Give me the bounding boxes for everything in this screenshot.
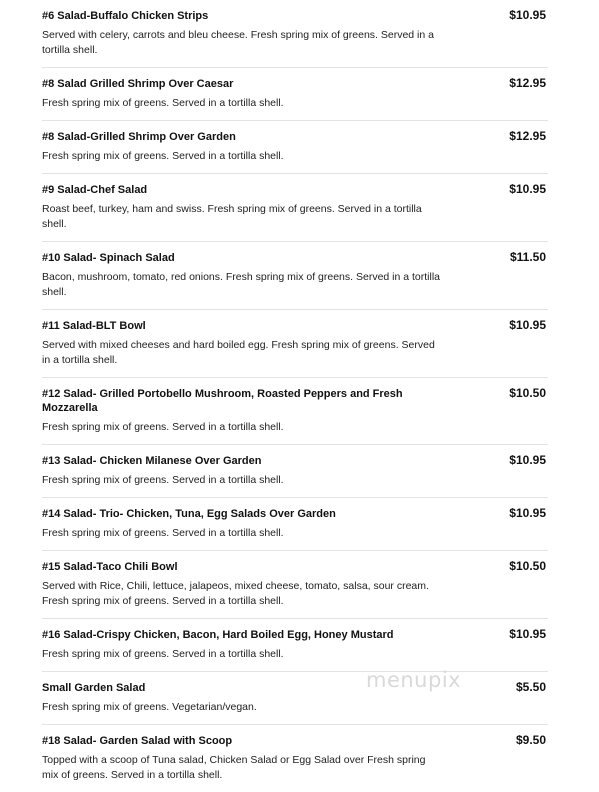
item-name: #12 Salad- Grilled Portobello Mushroom, Roasted Peppers and Fresh Mozzarella xyxy=(42,388,403,414)
menu-item xyxy=(42,378,548,445)
item-price: $10.50 xyxy=(509,386,546,400)
menu-list xyxy=(42,0,548,792)
item-description: Fresh spring mix of greens. Served in a tortilla shell. xyxy=(42,474,284,486)
item-name: #16 Salad-Crispy Chicken, Bacon, Hard Boiled Egg, Honey Mustard xyxy=(42,629,394,641)
menu-item xyxy=(42,619,548,672)
item-description: Roast beef, turkey, ham and swiss. Fresh spring mix of greens. Served in a tortilla shell. xyxy=(42,203,422,230)
item-price: $12.95 xyxy=(509,76,546,90)
menu-item xyxy=(42,242,548,310)
item-description: Served with celery, carrots and bleu cheese. Fresh spring mix of greens. Served in a tortilla shell. xyxy=(42,29,434,56)
item-price: $5.50 xyxy=(515,680,546,694)
item-name: #15 Salad-Taco Chili Bowl xyxy=(42,561,178,573)
item-price: $10.95 xyxy=(509,453,546,467)
item-name: #14 Salad- Trio- Chicken, Tuna, Egg Salads Over Garden xyxy=(42,508,336,520)
item-description: Served with Rice, Chili, lettuce, jalapeos, mixed cheese, tomato, salsa, sour cream. Fresh spring mix of greens. Served in a tortilla shell. xyxy=(42,580,429,607)
item-name: #10 Salad- Spinach Salad xyxy=(42,252,175,264)
item-price: $10.50 xyxy=(509,559,546,573)
menu-item xyxy=(42,310,548,378)
menu-item xyxy=(42,672,548,725)
menu-item xyxy=(42,445,548,498)
item-description: Bacon, mushroom, tomato, red onions. Fresh spring mix of greens. Served in a tortilla shell. xyxy=(42,271,441,298)
item-description: Fresh spring mix of greens. Served in a tortilla shell. xyxy=(42,97,284,109)
item-description: Topped with a scoop of Tuna salad, Chicken Salad or Egg Salad over Fresh spring mix of greens. Served in a tortilla shell. xyxy=(42,754,426,781)
item-description: Fresh spring mix of greens. Served in a tortilla shell. xyxy=(42,527,284,539)
item-name: #6 Salad-Buffalo Chicken Strips xyxy=(42,10,209,22)
item-description: Fresh spring mix of greens. Served in a tortilla shell. xyxy=(42,421,284,433)
item-price: $10.95 xyxy=(509,506,546,520)
item-description: Served with mixed cheeses and hard boiled egg. Fresh spring mix of greens. Served in a tortilla shell. xyxy=(42,339,435,366)
item-description: Fresh spring mix of greens. Vegetarian/vegan. xyxy=(42,701,257,713)
item-price: $10.95 xyxy=(509,318,546,332)
item-name: #9 Salad-Chef Salad xyxy=(42,184,148,196)
item-price: $10.95 xyxy=(509,182,546,196)
item-price: $10.95 xyxy=(509,8,546,22)
item-name: #11 Salad-BLT Bowl xyxy=(42,320,146,332)
item-name: #8 Salad-Grilled Shrimp Over Garden xyxy=(42,131,236,143)
menu-item xyxy=(42,174,548,242)
menu-item xyxy=(42,551,548,619)
menu-item xyxy=(42,0,548,68)
menupix-watermark: menupix xyxy=(366,668,462,692)
item-description: Fresh spring mix of greens. Served in a tortilla shell. xyxy=(42,150,284,162)
item-price: $9.50 xyxy=(515,733,546,747)
menu-item xyxy=(42,121,548,174)
item-name: #8 Salad Grilled Shrimp Over Caesar xyxy=(42,78,234,90)
item-price: $11.50 xyxy=(509,250,546,264)
item-name: #18 Salad- Garden Salad with Scoop xyxy=(42,735,233,747)
item-price: $10.95 xyxy=(509,627,546,641)
item-description: Fresh spring mix of greens. Served in a tortilla shell. xyxy=(42,648,284,660)
item-name: #13 Salad- Chicken Milanese Over Garden xyxy=(42,455,262,467)
item-price: $12.95 xyxy=(509,129,546,143)
menu-item xyxy=(42,498,548,551)
menu-item xyxy=(42,725,548,792)
item-name: Small Garden Salad xyxy=(42,682,146,694)
menu-item xyxy=(42,68,548,121)
